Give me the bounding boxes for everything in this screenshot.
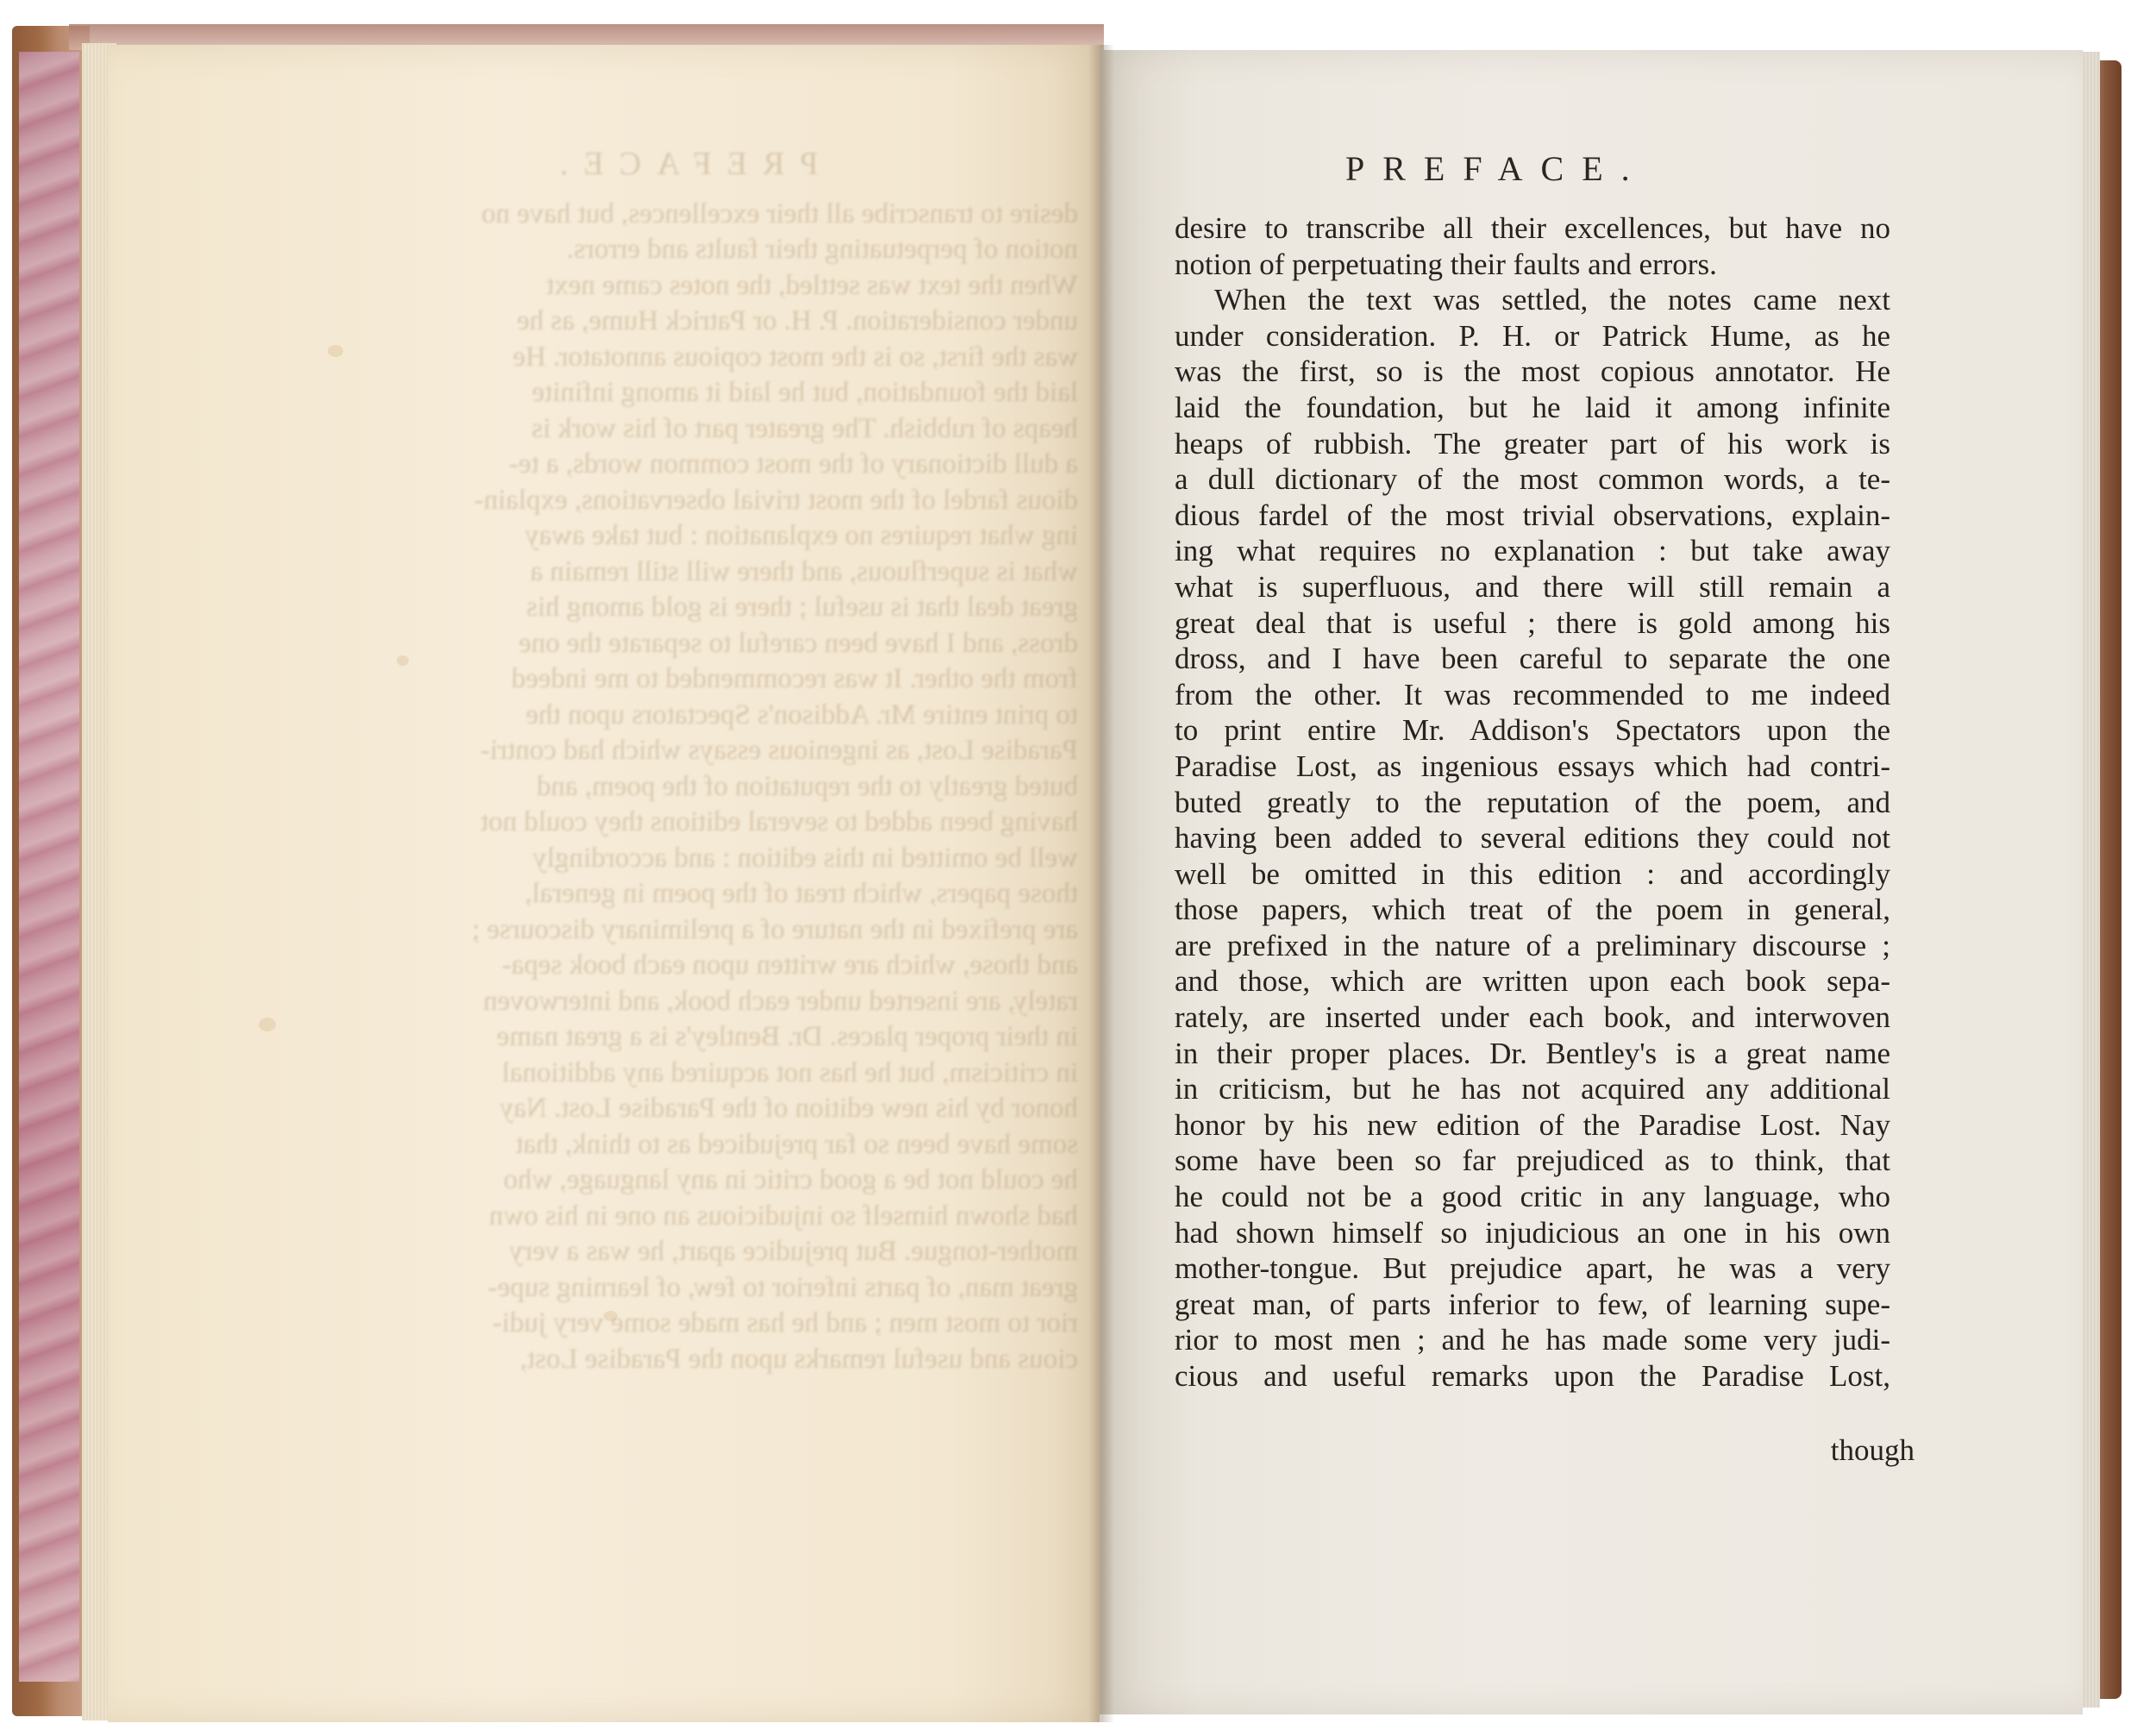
text-line: and those, which are written upon each book sepa- [1175,964,1890,999]
bleed-through-line: notion of perpetuating their faults and errors. [567,234,1078,265]
text-line: Paradise Lost, as ingenious essays which had contri- [1175,749,1890,783]
bleed-through-heading: PREFACE. [544,146,818,182]
text-line: When the text was settled, the notes came next [1214,283,1890,317]
text-line: desire to transcribe all their excellences, but have no [1175,211,1890,245]
bleed-through-line: laid the foundation, but he laid it among infinite [531,377,1078,408]
text-line: great man, of parts inferior to few, of learning supe- [1175,1287,1890,1321]
bleed-through-line: buted greatly to the reputation of the poem, and [536,770,1078,802]
bleed-through-line: are prefixed in the nature of a preliminary discourse ; [472,913,1078,945]
text-line: having been added to several editions they could not [1175,821,1890,855]
bleed-through-line: dross, and I have been careful to separate the one [518,627,1078,659]
running-head: PREFACE. [1345,149,1648,188]
text-line: honor by his new edition of the Paradise Lost. Nay [1175,1107,1890,1142]
text-line: notion of perpetuating their faults and errors. [1175,247,1717,281]
bleed-through-line: heaps of rubbish. The greater part of his work is [531,412,1078,444]
text-line: dious fardel of the most trivial observations, explain- [1175,498,1890,532]
bleed-through-line: to print entire Mr. Addison's Spectators upon the [525,699,1078,730]
foxing-spot [259,1018,276,1031]
bleed-through-line: well be omitted in this edition : and accordingly [532,842,1078,874]
preface-body [1175,210,1890,1394]
bleed-through-line: what is superfluous, and there will still remain a [530,555,1078,587]
bleed-through-line: those papers, which treat of the poem in general, [524,878,1078,909]
marbled-endpaper [19,52,79,1682]
catchword: though [1830,1433,1915,1467]
text-line: in criticism, but he has not acquired any additional [1175,1072,1890,1106]
text-line: he could not be a good critic in any language, who [1175,1180,1890,1214]
text-line: to print entire Mr. Addison's Spectators upon the [1175,713,1890,748]
bleed-through-line: honor by his new edition of the Paradise Lost. Nay [499,1093,1078,1124]
bleed-through-line: under consideration. P. H. or Patrick Hume, as he [517,305,1078,336]
bleed-through-line: had shown himself so injudicious an one in his own [489,1200,1078,1231]
text-line: mother-tongue. But prejudice apart, he was a very [1175,1251,1890,1286]
bleed-through-line: great man, of parts inferior to few, of learning supe- [487,1271,1078,1303]
bleed-through-line: Paradise Lost, as ingenious essays which had contri- [480,735,1078,766]
bleed-through-line: was the first, so is the most copious annotator. He [512,341,1078,373]
bleed-through-line: rior to most men ; and he has made some very judi- [492,1307,1078,1338]
text-line: laid the foundation, but he laid it among infinite [1175,390,1890,424]
text-line: a dull dictionary of the most common words, a te- [1175,462,1890,497]
text-line: cious and useful remarks upon the Paradise Lost, [1175,1359,1890,1393]
text-line: ing what requires no explanation : but take away [1175,534,1890,568]
text-line: those papers, which treat of the poem in general, [1175,893,1890,927]
text-line: rior to most men ; and he has made some very judi- [1175,1323,1890,1357]
text-line: was the first, so is the most copious annotator. He [1175,354,1890,389]
text-line: dross, and I have been careful to separate the one [1175,642,1890,676]
bleed-through-line: mother-tongue. But prejudice apart, he was a very [508,1236,1078,1267]
text-line: what is superfluous, and there will still remain a [1175,569,1890,604]
gutter-shadow [1088,45,1114,1722]
text-line: rately, are inserted under each book, and interwoven [1175,1000,1890,1035]
bleed-through-line: from the other. It was recommended to me indeed [511,663,1078,694]
text-line: some have been so far prejudiced as to think, that [1175,1144,1890,1178]
text-line: in their proper places. Dr. Bentley's is a great name [1175,1036,1890,1070]
bleed-through-line: a dull dictionary of the most common words, a te- [509,448,1078,479]
bleed-through-line: When the text was settled, the notes came next [546,269,1078,301]
text-line: are prefixed in the nature of a preliminary discourse ; [1175,928,1890,962]
bleed-through-line: cious and useful remarks upon the Paradise Lost, [519,1343,1078,1375]
bleed-through-line: rately, are inserted under each book, and interwoven [483,985,1078,1017]
bleed-through-line: having been added to several editions they could not [480,806,1078,837]
text-line: great deal that is useful ; there is gold among his [1175,605,1890,640]
bleed-through-line: some have been so far prejudiced as to think, that [515,1128,1078,1160]
bleed-through-lines [285,197,1078,1378]
text-line: heaps of rubbish. The greater part of his work is [1175,426,1890,461]
bleed-through-line: in criticism, but he has not acquired any additional [501,1056,1078,1088]
bleed-through-line: ing what requires no explanation : but take away [524,520,1078,551]
bleed-through-text [285,147,1078,1377]
text-line: well be omitted in this edition : and accordingly [1175,856,1890,891]
bleed-through-line: great deal that is useful ; there is gold among his [526,592,1078,623]
bleed-through-line: in their proper places. Dr. Bentley's is a great name [497,1021,1078,1052]
bleed-through-line: he could not be a good critic in any language, who [503,1164,1078,1195]
bleed-through-line: desire to transcribe all their excellences, but have no [481,197,1078,229]
bleed-through-line: and those, which are written upon each book sepa- [501,949,1078,981]
bleed-through-line: dious fardel of the most trivial observations, explain- [473,484,1078,516]
text-line: had shown himself so injudicious an one in his own [1175,1215,1890,1250]
text-line: under consideration. P. H. or Patrick Hume, as he [1175,318,1890,353]
text-line: buted greatly to the reputation of the poem, and [1175,785,1890,819]
text-line: from the other. It was recommended to me indeed [1175,677,1890,711]
